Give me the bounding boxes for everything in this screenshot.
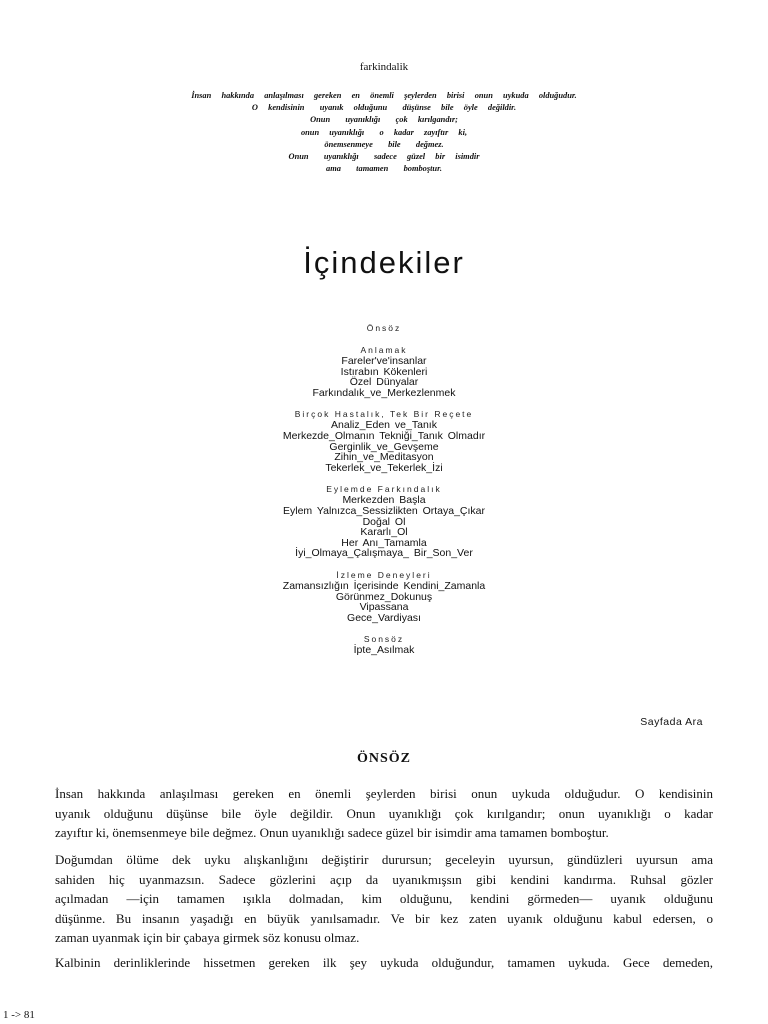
text-line: açılmadan —için tamamen ışıkla dolmadan, kim olduğunu, kendini görmeden— uyanık olduğunu [55, 891, 713, 906]
epigraph-line: önemsenmeye bile değmez. [324, 139, 444, 149]
toc-link[interactable]: Kararlı_Ol [360, 526, 408, 539]
preface-title: ÖNSÖZ [356, 751, 411, 766]
preface-paragraph-1 [55, 784, 713, 843]
toc-link[interactable]: Gerginlik_ve_Gevşeme [329, 440, 439, 453]
toc-link[interactable]: Doğal Ol [362, 515, 406, 528]
text-line: Doğumdan ölüme dek uyku alışkanlığını değiştirir durursun; geceleyin uyursun, gündüzleri uyursun ama [55, 852, 713, 867]
toc-link[interactable]: Zihin_ve_Meditasyon [334, 451, 434, 464]
toc-link[interactable]: İpte_Asılmak [353, 644, 415, 657]
toc-link[interactable]: İyi_Olmaya_Çalışmaya_ Bir_Son_Ver [295, 547, 473, 560]
toc-heading[interactable]: Sonsöz [363, 634, 405, 645]
toc-heading[interactable]: Birçok Hastalık, Tek Bir Reçete [294, 409, 474, 420]
toc-title: İçindekiler [303, 245, 465, 280]
toc-link[interactable]: Vipassana [359, 601, 409, 614]
preface-paragraph-3 [55, 953, 713, 973]
epigraph-line: ama tamamen bomboştur. [326, 164, 442, 174]
toc-link[interactable]: Zamansızlığın İçerisinde Kendini_Zamanla [282, 579, 486, 592]
toc-link[interactable]: Analiz_Eden ve_Tanık [331, 419, 437, 432]
toc-heading[interactable]: Eylemde Farkındalık [326, 484, 442, 495]
toc-link[interactable]: Tekerlek_ve_Tekerlek_İzi [325, 461, 443, 474]
toc-link[interactable]: Merkezde_Olmanın Tekniği_Tanık Olmadır [282, 429, 486, 442]
page-indicator: 1 -> 81 [3, 1009, 35, 1021]
toc-link[interactable]: Farkındalık_ve_Merkezlenmek [312, 386, 456, 399]
toc-heading[interactable]: İzleme Deneyleri [336, 569, 432, 580]
table-of-contents [0, 323, 768, 667]
epigraph-line: İnsan hakkında anlaşılması gereken en önemli şeylerden birisi onun uykuda olduğudur. [191, 91, 577, 100]
toc-section-sonsoz [0, 634, 768, 656]
text-line: uyanık olduğunu düşünse bile öyle değildir. Onun uyanıklığı çok kırılgandır; onun uyanıklığı o kadar [55, 805, 713, 821]
toc-section-bircok-hastalik [0, 409, 768, 473]
epigraph-line: Onun uyanıklığı çok kırılgandır; [310, 115, 458, 125]
toc-heading[interactable]: Anlamak [360, 345, 408, 355]
toc-link[interactable]: Görünmez_Dokunuş [335, 590, 433, 603]
document-title: farkindalik [359, 61, 409, 73]
toc-link[interactable]: Merkezden Başla [342, 494, 426, 507]
text-line: zayıftır ki, önemsenmeye bile değmez. Onun uyanıklığı sadece güzel bir isimdir ama tamamen bomboştur. [55, 825, 609, 840]
text-line: İnsan hakkında anlaşılması gereken en önemli şeylerden birisi onun uykuda olduğudur. O kendisinin [55, 786, 713, 801]
epigraph-line: O kendisinin uyanık olduğunu düşünse bile öyle değildir. [251, 103, 517, 113]
toc-section-anlamak [0, 345, 768, 398]
toc-link[interactable]: Her Anı_Tamamla [341, 536, 427, 549]
text-line: sahiden hiç uyanmazsın. Sadece gözlerini açıp da uyanıkmışsın gibi kendini kandırma. Ruhsal gözler [55, 871, 713, 887]
text-line: Kalbinin derinliklerinde hissetmen gereken ilk şey uykuda olduğundur, tamamen uykuda. Gece demeden, [55, 955, 713, 970]
text-line: zaman uyanmak için bir çabaya girmek söz konusu olmaz. [55, 930, 360, 945]
toc-link[interactable]: Istırabın Kökenleri [340, 365, 428, 378]
preface-paragraph-2 [55, 850, 713, 948]
toc-section-izleme-deneyleri [0, 570, 768, 623]
epigraph [0, 90, 768, 175]
toc-link[interactable]: Gece_Vardiyası [347, 611, 421, 624]
epigraph-line: onun uyanıklığı o kadar zayıftır ki, [300, 127, 468, 137]
toc-section-eylemde-farkindalik [0, 484, 768, 559]
toc-link[interactable]: Eylem Yalnızca_Sessizlikten Ortaya_Çıkar [282, 504, 486, 517]
toc-link[interactable]: Fareler've'insanlar [341, 355, 427, 367]
toc-link[interactable]: Özel Dünyalar [349, 376, 419, 389]
text-line: düşünme. Bu insanın yaşadığı en büyük yanılsamadır. Ve bir kez zaten uyanık olduğunu kabul edersen, o [55, 910, 713, 926]
epigraph-line: Onun uyanıklığı sadece güzel bir isimdir [288, 152, 480, 162]
toc-section-onsoz [0, 323, 768, 334]
toc-heading[interactable]: Önsöz [366, 323, 402, 333]
search-in-page-link[interactable]: Sayfada Ara [640, 716, 703, 728]
